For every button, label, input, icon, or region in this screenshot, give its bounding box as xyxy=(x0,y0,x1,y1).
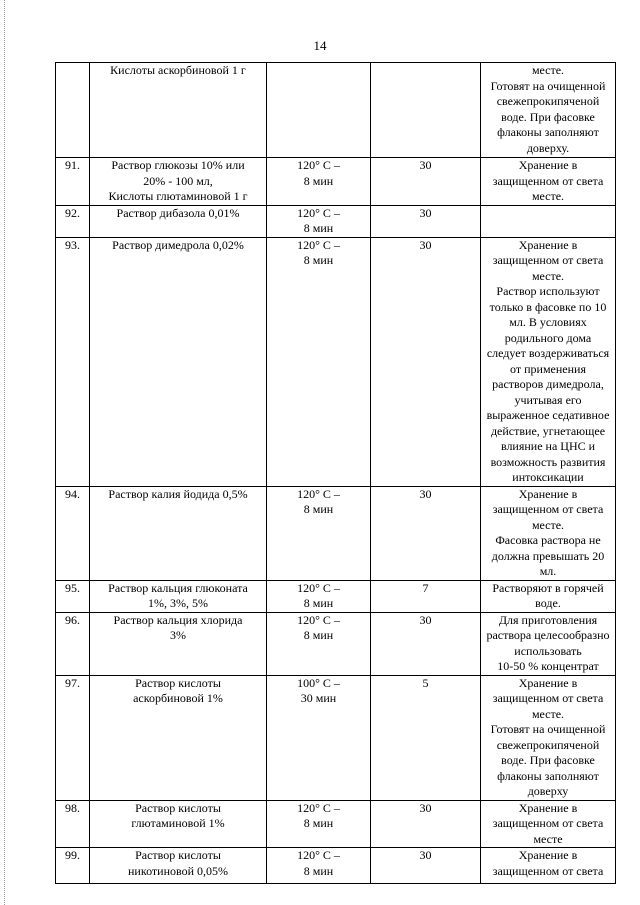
note-line: возможность развития xyxy=(490,454,606,469)
note-line: воде. xyxy=(535,596,561,610)
note-line: флаконы заполняют xyxy=(497,125,599,139)
solutions-table xyxy=(55,62,616,884)
note-line: доверху. xyxy=(526,140,570,155)
shelf-life-cell xyxy=(371,63,481,158)
drug-name-cell xyxy=(90,848,267,884)
note-line: защищенном от света xyxy=(492,502,604,516)
notes-cell xyxy=(481,158,616,206)
note-line: интоксикации xyxy=(512,470,584,484)
sterilization-cell xyxy=(267,800,371,848)
table-row xyxy=(56,237,616,486)
note-line: Раствор используют xyxy=(496,284,600,298)
shelf-life-cell: 30 xyxy=(371,486,481,580)
drug-name-line: Раствор кислоты xyxy=(135,848,221,862)
drug-name-line: Раствор димедрола 0,02% xyxy=(112,237,244,252)
sterilization-line: 8 мин xyxy=(303,816,334,830)
note-line: только в фасовке по 10 xyxy=(489,299,607,314)
sterilization-cell xyxy=(267,612,371,675)
sterilization-line: 8 мин xyxy=(303,221,334,235)
note-line: раствора целесообразно xyxy=(486,628,610,642)
note-line: защищенном от света xyxy=(492,173,604,188)
notes-cell xyxy=(481,63,616,158)
drug-name-line: 3% xyxy=(170,628,186,642)
sterilization-line: 120° С – xyxy=(297,800,340,815)
drug-name-cell xyxy=(90,580,267,612)
sterilization-line: 8 мин xyxy=(303,596,334,610)
drug-name-line: аскорбиновой 1% xyxy=(133,691,223,705)
drug-name-cell xyxy=(90,237,267,486)
note-line: 10-50 % концентрат xyxy=(497,659,599,673)
row-number: 98. xyxy=(56,800,90,848)
row-number: 99. xyxy=(56,848,90,884)
note-line: месте. xyxy=(531,189,565,203)
sterilization-cell xyxy=(267,63,371,158)
drug-name-line: 1%, 3%, 5% xyxy=(148,596,208,610)
notes-cell xyxy=(481,237,616,486)
drug-name-cell xyxy=(90,800,267,848)
sterilization-cell xyxy=(267,158,371,206)
notes-cell xyxy=(481,800,616,848)
drug-name-line: глютаминовой 1% xyxy=(131,816,225,830)
shelf-life-cell: 30 xyxy=(371,237,481,486)
sterilization-cell xyxy=(267,237,371,486)
drug-name-line: Раствор кислоты xyxy=(135,675,221,690)
table-row xyxy=(56,675,616,800)
note-line: защищенном от света xyxy=(492,816,604,830)
table-row xyxy=(56,800,616,848)
shelf-life-cell: 30 xyxy=(371,800,481,848)
drug-name-cell xyxy=(90,486,267,580)
note-line: воде. При фасовке xyxy=(501,753,595,767)
drug-name-line: Раствор кальция глюконата xyxy=(108,580,248,595)
sterilization-line: 120° С – xyxy=(297,205,340,220)
page-number: 14 xyxy=(313,38,327,53)
sterilization-cell xyxy=(267,205,371,237)
note-line: действие, угнетающее xyxy=(490,423,606,438)
row-number: 97. xyxy=(56,675,90,800)
note-line: защищенном от света xyxy=(492,691,604,705)
drug-name-line: Раствор дибазола 0,01% xyxy=(116,205,240,220)
note-line: Растворяют в горячей xyxy=(492,580,604,595)
drug-name-cell xyxy=(90,205,267,237)
drug-name-line: никотиновой 0,05% xyxy=(128,863,228,878)
drug-name-line: Кислоты глютаминовой 1 г xyxy=(108,189,248,203)
note-line: Хранение в xyxy=(518,800,578,815)
drug-name-line: Кислоты аскорбиновой 1 г xyxy=(110,63,246,77)
note-line: Готовят на очищенной xyxy=(490,722,606,736)
note-line: месте. xyxy=(531,268,565,283)
sterilization-line: 120° С – xyxy=(297,580,340,595)
note-line: воде. При фасовке xyxy=(501,109,595,124)
drug-name-line: Раствор кальция хлорида xyxy=(113,612,243,627)
sterilization-cell xyxy=(267,486,371,580)
notes-cell xyxy=(481,848,616,884)
note-line: месте. xyxy=(531,706,565,721)
drug-name-cell xyxy=(90,612,267,675)
note-line: влияние на ЦНС и xyxy=(500,439,596,453)
drug-name-line: 20% - 100 мл, xyxy=(143,173,213,188)
note-line: должна превышать 20 xyxy=(491,548,605,563)
note-line: месте xyxy=(533,831,563,846)
sterilization-line: 8 мин xyxy=(303,628,334,642)
sterilization-line: 8 мин xyxy=(303,253,334,267)
drug-name-cell xyxy=(90,158,267,206)
sterilization-line: 8 мин xyxy=(303,502,334,516)
note-line: Хранение в xyxy=(518,675,578,690)
note-line: учитывая его xyxy=(514,392,582,407)
row-number xyxy=(56,63,90,158)
shelf-life-cell: 30 xyxy=(371,612,481,675)
note-line: Хранение в xyxy=(518,486,578,501)
note-line: Готовят на очищенной свежепрокипяченой xyxy=(490,78,606,108)
notes-cell xyxy=(481,612,616,675)
table-row xyxy=(56,158,616,206)
note-line: родильного дома xyxy=(504,330,592,345)
shelf-life-cell: 30 xyxy=(371,848,481,884)
table-row xyxy=(56,580,616,612)
shelf-life-cell: 30 xyxy=(371,205,481,237)
table-row xyxy=(56,63,616,158)
notes-cell xyxy=(481,675,616,800)
note-line: от применения xyxy=(510,361,586,376)
note-line: защищенном от света xyxy=(492,863,604,878)
drug-name-cell xyxy=(90,63,267,158)
note-line: Хранение в xyxy=(518,237,578,252)
note-line: Для приготовления xyxy=(498,612,598,627)
row-number: 93. xyxy=(56,237,90,486)
sterilization-line: 120° С – xyxy=(297,486,340,501)
note-line: Хранение в xyxy=(518,848,578,862)
note-line: использовать xyxy=(514,643,582,658)
sterilization-line: 100° С – xyxy=(297,675,340,690)
row-number: 95. xyxy=(56,580,90,612)
sterilization-line: 120° С – xyxy=(297,848,340,862)
scan-edge-line xyxy=(4,0,5,905)
drug-name-line: Раствор кислоты xyxy=(135,800,221,815)
shelf-life-cell: 5 xyxy=(371,675,481,800)
table-row xyxy=(56,612,616,675)
sterilization-line: 30 мин xyxy=(300,691,337,705)
note-line: выраженное седативное xyxy=(486,408,610,422)
note-line: защищенном от света xyxy=(492,253,604,267)
note-line: следует воздерживаться xyxy=(486,346,610,360)
row-number: 92. xyxy=(56,205,90,237)
note-line: месте. xyxy=(531,517,565,532)
table-body xyxy=(56,63,616,884)
shelf-life-cell: 7 xyxy=(371,580,481,612)
drug-name-line: Раствор глюкозы 10% или xyxy=(111,158,245,172)
table-row xyxy=(56,205,616,237)
row-number: 94. xyxy=(56,486,90,580)
notes-cell xyxy=(481,486,616,580)
sterilization-cell xyxy=(267,675,371,800)
note-line: доверху xyxy=(527,784,569,798)
sterilization-cell xyxy=(267,580,371,612)
note-line: Хранение в xyxy=(518,158,578,172)
note-line: месте. xyxy=(531,63,565,77)
notes-cell xyxy=(481,205,616,237)
table-row xyxy=(56,848,616,884)
note-line: мл. xyxy=(539,564,557,578)
note-line: Фасовка раствора не xyxy=(495,533,601,547)
drug-name-cell xyxy=(90,675,267,800)
row-number: 91. xyxy=(56,158,90,206)
notes-cell xyxy=(481,580,616,612)
shelf-life-cell: 30 xyxy=(371,158,481,206)
note-line: свежепрокипяченой xyxy=(496,737,600,752)
note-line: флаконы заполняют xyxy=(497,768,599,783)
note-line: растворов димедрола, xyxy=(492,377,604,391)
table-row xyxy=(56,486,616,580)
sterilization-line: 8 мин xyxy=(303,173,334,188)
note-line: мл. В условиях xyxy=(509,315,587,329)
sterilization-line: 120° С – xyxy=(297,158,340,172)
sterilization-line: 120° С – xyxy=(297,612,340,627)
sterilization-cell xyxy=(267,848,371,884)
row-number: 96. xyxy=(56,612,90,675)
sterilization-line: 120° С – xyxy=(297,237,340,252)
drug-name-line: Раствор калия йодида 0,5% xyxy=(108,486,248,501)
sterilization-line: 8 мин xyxy=(303,863,334,878)
